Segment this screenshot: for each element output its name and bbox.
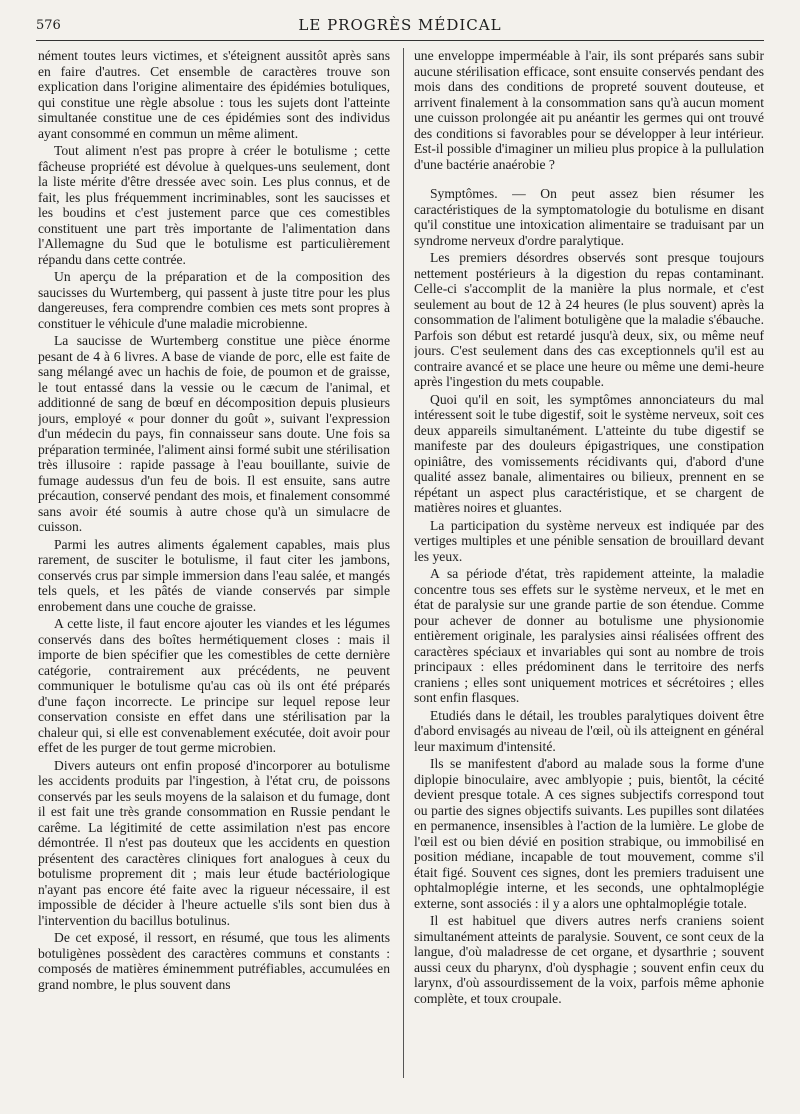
column-divider <box>403 48 404 1078</box>
right-column <box>414 48 764 1088</box>
paragraph: De cet exposé, il ressort, en résumé, que tous les aliments botuligènes possèdent des caractères communs et constants : composés de matières éminemment putréfiables, accumulées en grand nombre, le plus souvent dans <box>38 930 390 992</box>
page-header <box>36 14 764 41</box>
paragraph: Un aperçu de la préparation et de la composition des saucisses du Wurtemberg, qui passent à juste titre pour les plus dangereuses, fera comprendre combien ces mets sont propres à constituer le véhicule d'une maladie microbienne. <box>38 269 390 331</box>
paragraph: Les premiers désordres observés sont presque toujours nettement postérieurs à la digestion du repas contaminant. Celle-ci s'accomplit de la manière la plus normale, et c'est seulement au bout de 12 à 24 heures (le plus souvent) après la consommation de l'aliment botuligène que la maladie s'ébauche. Parfois son début est retardé jusqu'à deux, six, ou même neuf jours. C'est seulement dans des cas exceptionnels qu'il est au contraire avancé et se place une heure ou même une demi-heure après l'ingestion du mets coupable. <box>414 250 764 389</box>
section-symptomes: Symptômes. — On peut assez bien résumer les caractéristiques de la symptomatologie du botulisme en disant qu'il constitue une intoxication alimentaire se traduisant par un syndrome nerveux d'ordre paralytique. <box>414 186 764 248</box>
paragraph: Quoi qu'il en soit, les symptômes annonciateurs du mal intéressent soit le tube digestif, soit le système nerveux, soit ces deux appareils simultanément. L'atteinte du tube digestif se manifeste par des douleurs épigastriques, une constipation opiniâtre, des vomissements récidivants qui, d'abord d'une qualité assez banale, alimentaires ou bilieux, prennent en se répétant un aspect plus caractéristique, et se chargent de matières noires et gluantes. <box>414 391 764 515</box>
paragraph: nément toutes leurs victimes, et s'éteignent aussitôt après sans en faire d'autres. Cet ensemble de caractères trouve son explication dans l'origine alimentaire des épidémies botuliques, qui constitue une règle absolue : tous les sujets dont l'atteinte simultanée constitue une de ces épidémies sont des individus ayant consommé en commun un même aliment. <box>38 48 390 141</box>
paragraph: A sa période d'état, très rapidement atteinte, la maladie concentre tous ses effets sur le système nerveux, et le met en état de paralysie sur une grande partie de son étendue. Comme pour achever de donner au botulisme une physionomie entièrement originale, les paralysies ainsi réalisées offrent des caractères spéciaux et invariables qui sont au nombre de trois principaux : elles prédominent dans le territoire des nerfs craniens ; elles sont uniquement motrices et sécrétoires ; elles sont enfin flasques. <box>414 566 764 705</box>
page-number: 576 <box>36 18 61 33</box>
paragraph: Tout aliment n'est pas propre à créer le botulisme ; cette fâcheuse propriété est dévolue à quelques-uns seulement, dont la liste mérite d'être dressée avec soin. Les plus connus, et de fait, les plus fréquemment incriminables, sont les saucisses et les boudins et c'est justement parce que ces comestibles constituent une part très importante de l'alimentation dans l'Allemagne du Sud que le botulisme est particulièrement répandu dans cette contrée. <box>38 143 390 267</box>
paragraph: une enveloppe imperméable à l'air, ils sont préparés sans subir aucune stérilisation efficace, sont ensuite conservés pendant des mois dans des conditions de propreté souvent douteuse, et arrivent finalement à la consommation sans qu'à aucun moment une cuisson prolongée ait pu anéantir les germes qui ont trouvé des conditions si favorables pour se développer à leur intérieur. Est-il possible d'imaginer un milieu plus propice à la pullulation d'une bactérie anaérobie ? <box>414 48 764 172</box>
left-column <box>38 48 390 1088</box>
paragraph: Divers auteurs ont enfin proposé d'incorporer au botulisme les accidents produits par l'ingestion, à l'état cru, de poissons conservés par les seuls moyens de la salaison et du fumage, dont il est fait une très grande consommation en Russie pendant le carême. La légitimité de cette assimilation n'est pas encore démontrée. Il n'est pas douteux que les accidents en question présentent des caractères cliniques fort analogues à ceux du botulisme proprement dit ; mais leur étude bactériologique n'ayant pas encore été faite avec la rigueur nécessaire, il est impossible de décider à l'heure actuelle s'ils sont bien dus à l'intervention du bacillus botulinus. <box>38 757 390 928</box>
paragraph: Il est habituel que divers autres nerfs craniens soient simultanément atteints de paralysie. Souvent, ce sont ceux de la langue, d'où maladresse de cet organe, et dysarthrie ; souvent aussi ceux du pharynx, d'où dysphagie ; souvent enfin ceux du larynx, d'où assourdissement de la voix, parfois même aphonie complète, et toux croupale. <box>414 913 764 1006</box>
paragraph: Ils se manifestent d'abord au malade sous la forme d'une diplopie binoculaire, avec amblyopie ; puis, bientôt, la cécité devient presque totale. A ces signes subjectifs correspond tout ou partie des signes objectifs suivants. Les pupilles sont dilatées en permanence, insensibles à l'action de la lumière. Le globe de l'œil est ou bien dévié en position strabique, ou immobilisé en position médiane, incapable de tout mouvement, comme s'il était figé. Souvent ces signes, dont les premiers traduisent une ophtalmoplégie interne, et les seconds, une ophtalmoplégie externe, sont associés : il y a alors une ophtalmoplégie totale. <box>414 756 764 911</box>
journal-title: LE PROGRÈS MÉDICAL <box>298 16 502 34</box>
paragraph: A cette liste, il faut encore ajouter les viandes et les légumes conservés dans des boîtes hermétiquement closes : mais il importe de bien spécifier que les comestibles de cette dernière catégorie, contrairement aux précédents, ne peuvent communiquer le botulisme qu'au cas où ils ont été préparés d'une façon incorrecte. Le principe sur lequel repose leur conservation consiste en effet dans une stérilisation par la chaleur qui, si elle est convenablement exécutée, doit avoir pour effet de les purger de tout germe microbien. <box>38 616 390 755</box>
paragraph: Etudiés dans le détail, les troubles paralytiques doivent être d'abord envisagés au niveau de l'œil, où ils atteignent en général leur maximum d'intensité. <box>414 707 764 754</box>
paragraph: La saucisse de Wurtemberg constitue une pièce énorme pesant de 4 à 6 livres. A base de viande de porc, elle est faite de sang mélangé avec un hachis de foie, de poumon et de graisse, le tout entassé dans la vessie ou le cæcum de l'animal, et additionné de sang de bœuf en décomposition depuis plusieurs jours, employé « pour donner du goût », suivant l'expression d'un médecin du pays, fin connaisseur sans doute. Une fois sa préparation terminée, l'aliment ainsi formé subit une stérilisation très illusoire : rapide passage à l'eau bouillante, suivie de fumage audessus d'un feu de bois. Il est ensuite, sans autre précaution, conservé pendant des mois, et finalement consommé sans avoir été soumis à autre chose qu'à un simulacre de cuisson. <box>38 333 390 534</box>
paragraph: Parmi les autres aliments également capables, mais plus rarement, de susciter le botulisme, il faut citer les jambons, conservés crus par simple immersion dans l'eau salée, et mangés tels quels, et les pâtés de viande conservés par simple enrobement dans une couche de graisse. <box>38 536 390 614</box>
paragraph: La participation du système nerveux est indiquée par des vertiges multiples et une pénible sensation de brouillard devant les yeux. <box>414 517 764 564</box>
